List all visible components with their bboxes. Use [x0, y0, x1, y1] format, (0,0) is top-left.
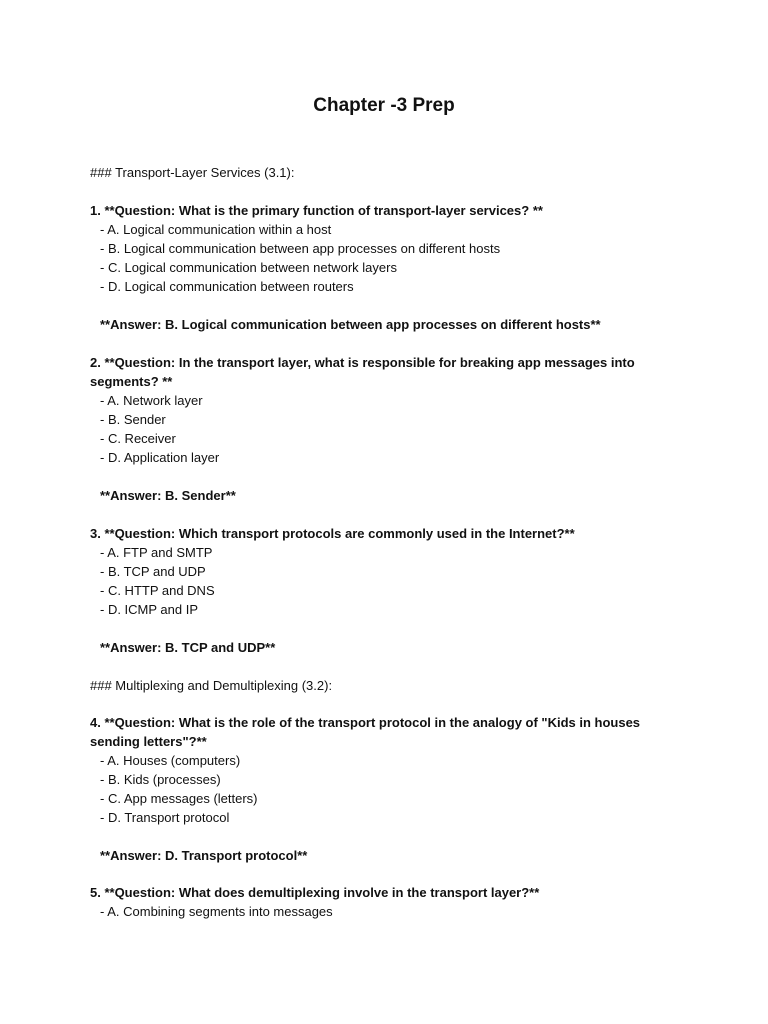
- page-title: Chapter -3 Prep: [313, 95, 455, 116]
- question-text: segments? **: [90, 374, 173, 389]
- answer-option: - D. Transport protocol: [100, 810, 230, 825]
- answer-option: - B. TCP and UDP: [100, 564, 206, 579]
- answer-key: **Answer: B. Logical communication between app processes on different hosts**: [100, 317, 601, 332]
- answer-option: - A. FTP and SMTP: [100, 545, 213, 560]
- answer-option: - B. Logical communication between app processes on different hosts: [100, 241, 501, 256]
- question-text: 1. **Question: What is the primary function of transport-layer services? **: [90, 203, 543, 218]
- answer-option: - C. App messages (letters): [100, 791, 258, 806]
- question-text: 4. **Question: What is the role of the transport protocol in the analogy of "Kids in houses: [90, 715, 641, 730]
- answer-option: - D. Logical communication between routers: [100, 279, 354, 294]
- answer-option: - B. Sender: [100, 412, 166, 427]
- question-text: 2. **Question: In the transport layer, what is responsible for breaking app messages into: [90, 355, 635, 370]
- answer-option: - B. Kids (processes): [100, 772, 221, 787]
- section-heading: ### Transport-Layer Services (3.1):: [90, 165, 295, 180]
- question-text: 5. **Question: What does demultiplexing involve in the transport layer?**: [90, 885, 540, 900]
- question-text: sending letters"?**: [90, 734, 207, 749]
- answer-option: - D. Application layer: [100, 450, 220, 465]
- answer-key: **Answer: D. Transport protocol**: [100, 848, 308, 863]
- answer-option: - A. Network layer: [100, 393, 203, 408]
- answer-option: - D. ICMP and IP: [100, 602, 199, 617]
- question-text: 3. **Question: Which transport protocols are commonly used in the Internet?**: [90, 526, 575, 541]
- answer-option: - A. Combining segments into messages: [100, 904, 333, 919]
- answer-option: - C. Receiver: [100, 431, 176, 446]
- section-heading: ### Multiplexing and Demultiplexing (3.2):: [90, 678, 333, 693]
- answer-key: **Answer: B. TCP and UDP**: [100, 640, 276, 655]
- answer-option: - A. Logical communication within a host: [100, 222, 332, 237]
- answer-option: - A. Houses (computers): [100, 753, 241, 768]
- answer-option: - C. HTTP and DNS: [100, 583, 215, 598]
- answer-option: - C. Logical communication between network layers: [100, 260, 397, 275]
- answer-key: **Answer: B. Sender**: [100, 488, 236, 503]
